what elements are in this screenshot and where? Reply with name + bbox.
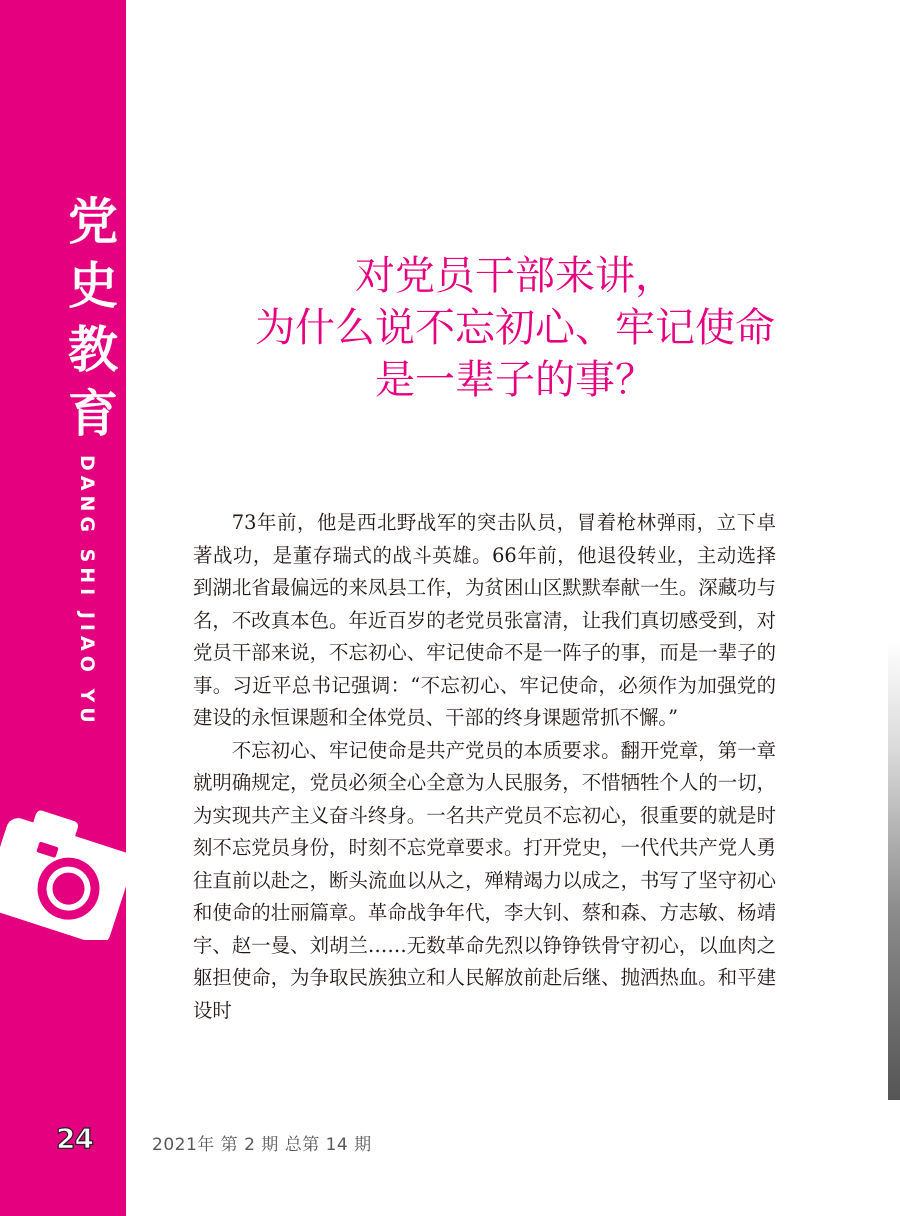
- page-number: 24: [56, 1122, 93, 1155]
- section-title-char: 党: [68, 193, 118, 251]
- section-title: [60, 190, 126, 446]
- section-pinyin: DANG SHI JIAO YU: [76, 455, 98, 728]
- article-title-line: 是一辈子的事？: [375, 357, 655, 403]
- page-edge-shadow: [888, 640, 900, 1100]
- section-title-char: 史: [68, 257, 118, 315]
- section-title-char: 教: [68, 321, 118, 379]
- article-paragraph: 73年前，他是西北野战军的突击队员，冒着枪林弹雨，立下卓著战功，是董存瑞式的战斗英雄。66年前，他退役转业，主动选择到湖北省最偏远的来凤县工作，为贫困山区默默奉献一生。深藏功与名，不改真本色。年近百岁的老党员张富清，让我们真切感受到，对党员干部来说，不忘初心、牢记使命不是一阵子的事，而是一辈子的事。习近平总书记强调：“不忘初心、牢记使命，必须作为加强党的建设的永恒课题和全体党员、干部的终身课题常抓不懈。”: [193, 511, 776, 729]
- article-title: [140, 250, 890, 406]
- article-paragraph: 不忘初心、牢记使命是共产党员的本质要求。翻开党章，第一章就明确规定，党员必须全心全意为人民服务，不惜牺牲个人的一切，为实现共产主义奋斗终身。一名共产党员不忘初心，很重要的就是时刻不忘党员身份，时刻不忘党章要求。打开党史，一代代共产党人勇往直前以赴之，断头流血以从之，殚精竭力以成之，书写了坚守初心和使命的壮丽篇章。革命战争年代，李大钊、蔡和森、方志敏、杨靖宇、赵一曼、刘胡兰……无数革命先烈以铮铮铁骨守初心，以血肉之躯担使命，为争取民族独立和人民解放前赴后继、抛洒热血。和平建设时: [193, 738, 776, 1022]
- article-title-line: 为什么说不忘初心、牢记使命: [255, 305, 775, 351]
- article-body: [193, 507, 776, 1027]
- section-title-char: 育: [68, 385, 118, 443]
- camera-icon: [0, 790, 126, 940]
- article-title-line: 对党员干部来讲，: [355, 253, 675, 299]
- issue-info: 2021年 第 2 期 总第 14 期: [152, 1135, 372, 1155]
- sidebar: [0, 0, 126, 1216]
